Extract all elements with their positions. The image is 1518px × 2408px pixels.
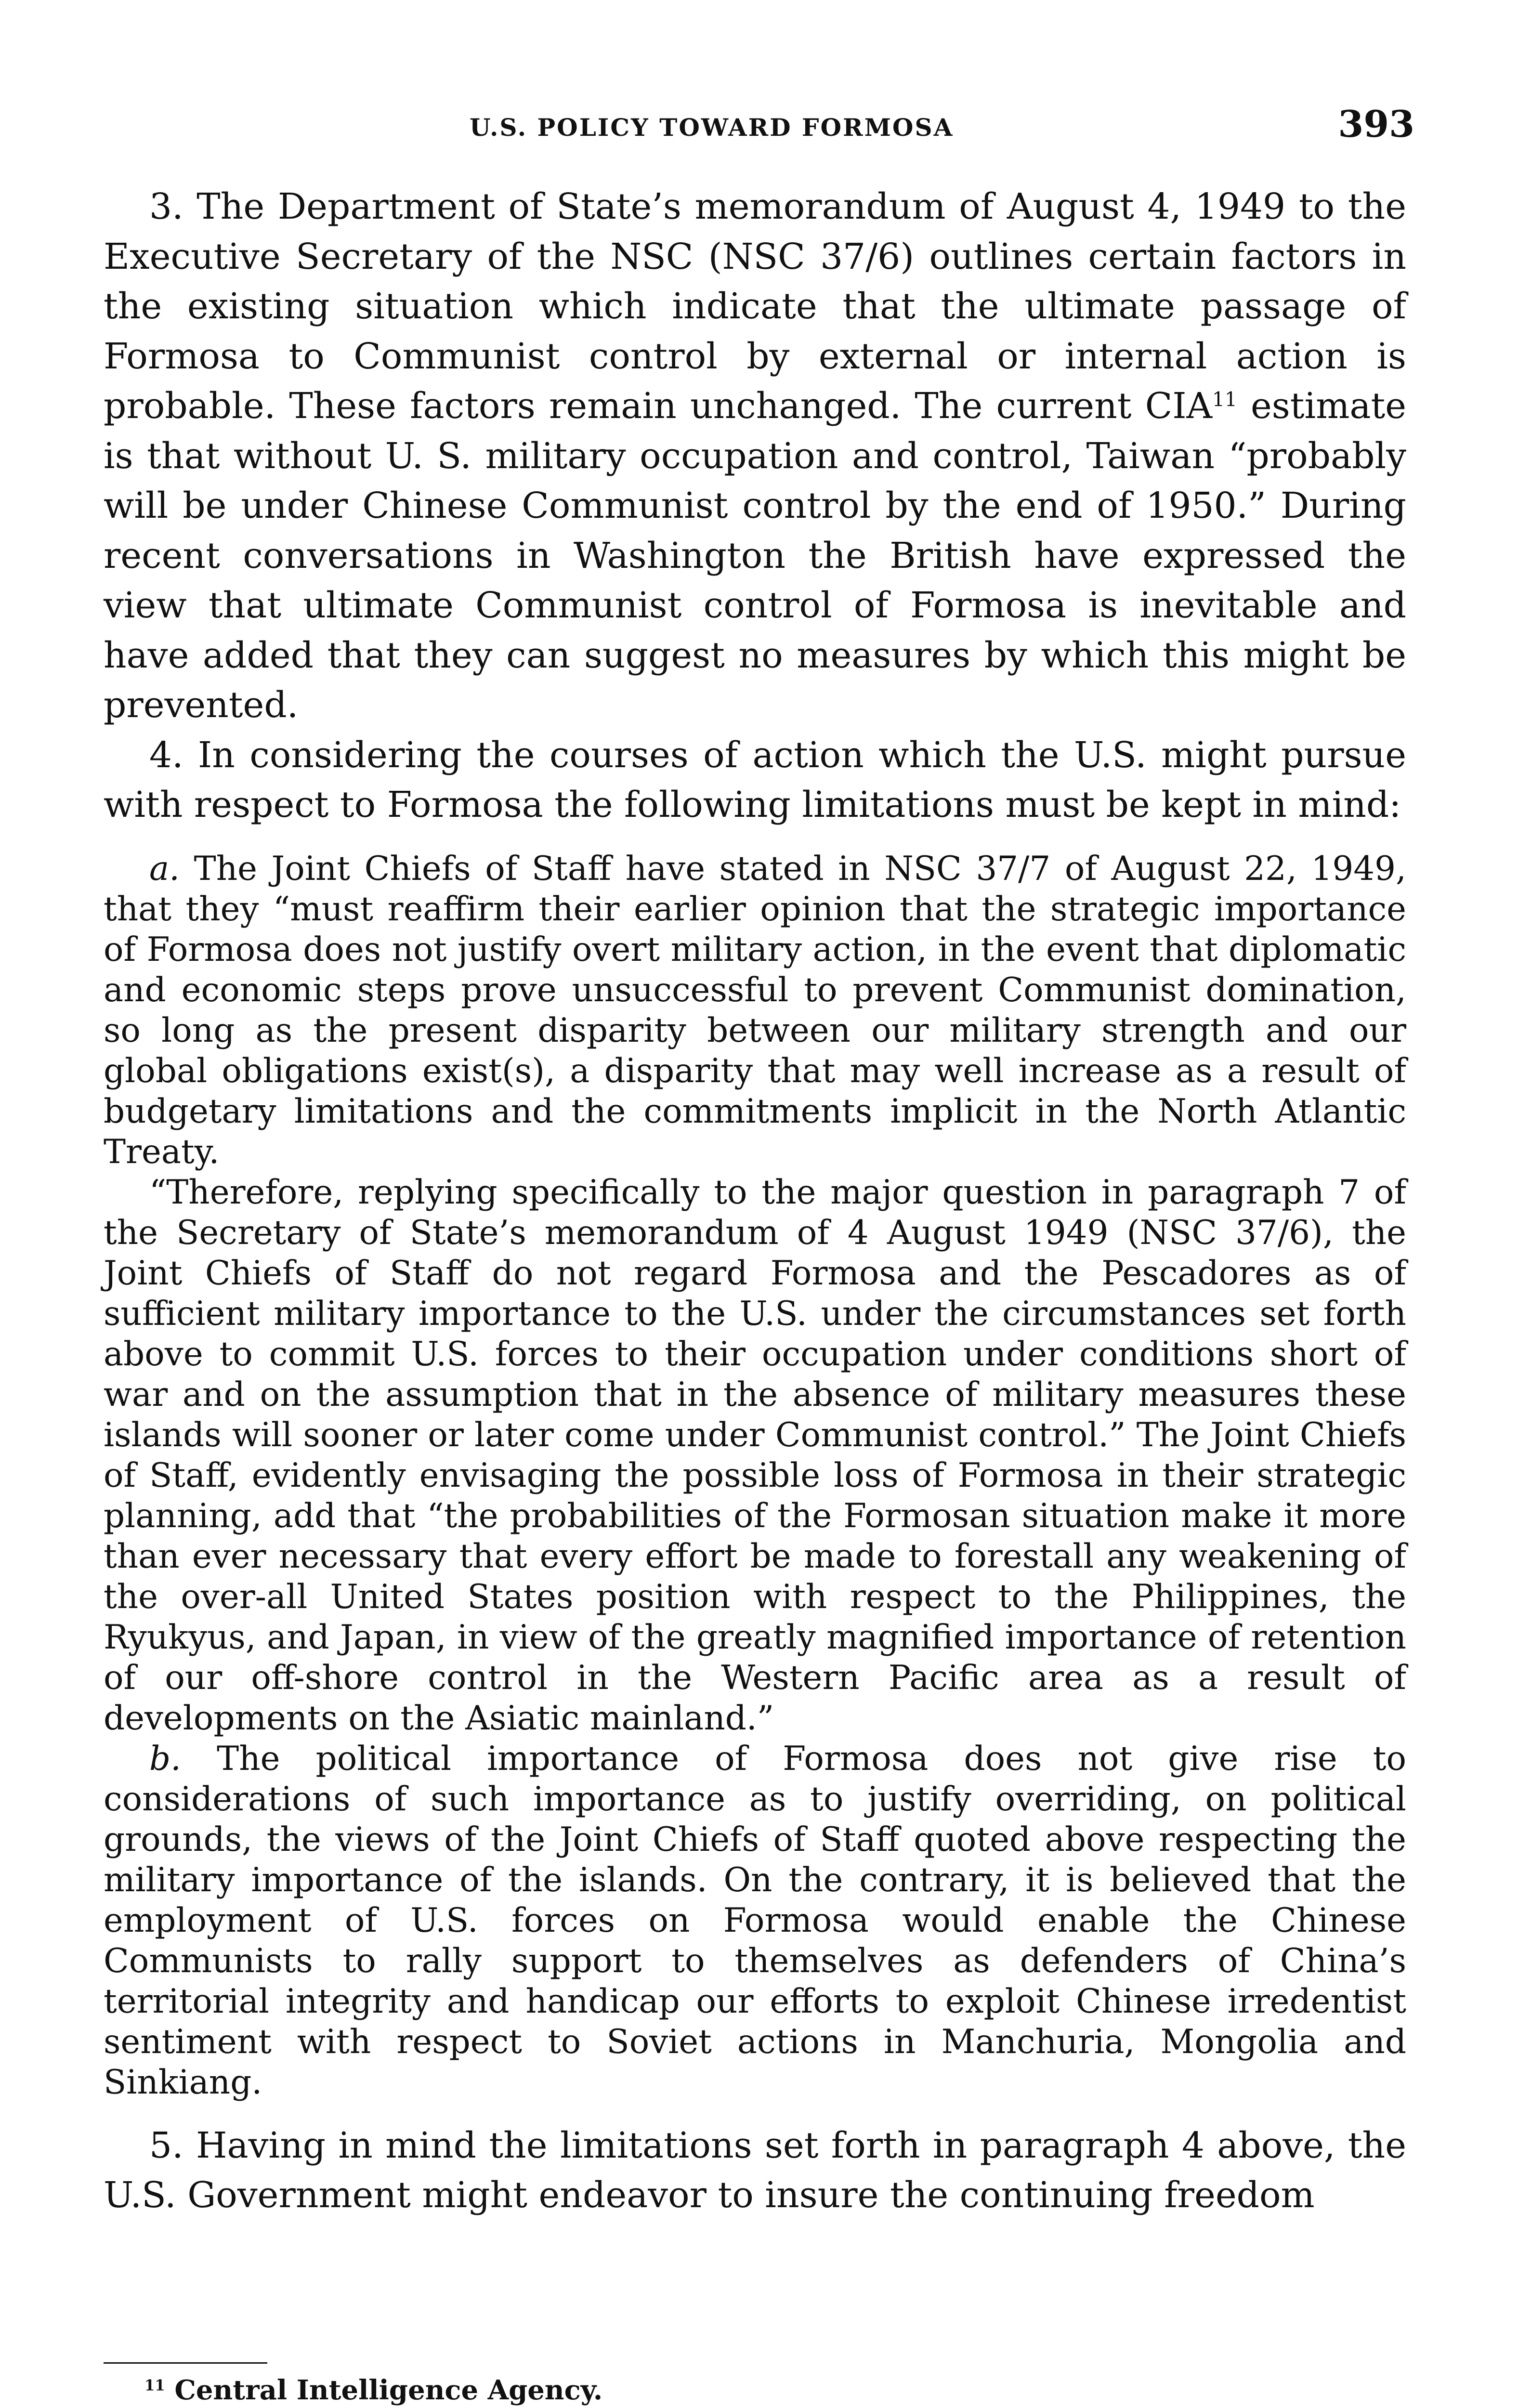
footnote-marker: 11 (144, 2377, 165, 2395)
footnote-reference: 11 (1212, 388, 1237, 411)
footnote-text: Central Intelligence Agency. (165, 2374, 603, 2406)
page-header (104, 99, 1414, 152)
spacer (104, 830, 1406, 849)
page-number: 393 (1338, 103, 1414, 145)
paragraph-4a-label: a. (149, 849, 180, 888)
running-title: U.S. POLICY TOWARD FORMOSA (470, 113, 954, 142)
paragraph-4a-continued: “Therefore, replying specifically to the major question in paragraph 7 of the Secretary of State’s memorandum of 4 August 1949 (NSC 37/6), the Joint Chiefs of Staff do not regard Formosa and the Pescadores as of sufficient military importance to the U.S. under the circumstances set forth above to commit U.S. forces to their occupation under conditions short of war and on the assumption that in the absence of military measures these islands will sooner or later come under Communist control.” The Joint Chiefs of Staff, evidently envisaging the possible loss of Formosa in their strategic planning, add that “the probabilities of the Formosan situation make it more than ever necessary that every effort be made to forestall any weakening of the over-all United States position with respect to the Philippines, the Ryukyus, and Japan, in view of the greatly magnified importance of retention of our off-shore control in the Western Pacific area as a result of developments on the Asiatic mainland.” (104, 1173, 1406, 1738)
paragraph-4a (104, 849, 1406, 1172)
paragraph-4a-text: The Joint Chiefs of Staff have stated in NSC 37/7 of August 22, 1949, that they “must reaffirm their earlier opinion that the strategic importance of Formosa does not justify overt military action, in the event that diplomatic and economic steps prove unsuccessful to prevent Communist domination, so long as the present disparity between our military strength and our global obligations exist(s), a disparity that may well increase as a result of budgetary limitations and the commitments implicit in the North Atlantic Treaty. (104, 849, 1406, 1171)
paragraph-4: 4. In considering the courses of action which the U.S. might pursue with respect to Formosa the following limitations must be kept in mind: (104, 734, 1406, 825)
body-text (104, 182, 1406, 2221)
footnote-divider (104, 2362, 267, 2364)
footnote (144, 2374, 602, 2406)
paragraph-3-text-b: estimate is that without U. S. military occupation and control, Taiwan “probably will be under Chinese Communist control by the end of 1950.” During recent conversations in Washington the British have expressed the view that ultimate Communist control of Formosa is inevitable and have added that they can suggest no measures by which this might be prevented. (104, 385, 1407, 726)
paragraph-4b-label: b. (149, 1739, 182, 1778)
paragraph-3 (104, 182, 1406, 731)
spacer (104, 2103, 1406, 2121)
paragraph-3-text-a: 3. The Department of State’s memorandum of August 4, 1949 to the Executive Secretary of the NSC (NSC 37/6) outlines certain factors in the existing situation which indicate that the ultimate passage of Formosa to Communist control by external or internal action is probable. These factors remain unchanged. The current CIA (104, 186, 1406, 427)
paragraph-5: 5. Having in mind the limitations set forth in paragraph 4 above, the U.S. Government might endeavor to insure the continuing freedom (104, 2124, 1406, 2216)
paragraph-4b (104, 1739, 1406, 2103)
paragraph-4b-text: The political importance of Formosa does not give rise to considerations of such importance as to justify overriding, on political grounds, the views of the Joint Chiefs of Staff quoted above respecting the military importance of the islands. On the contrary, it is believed that the employment of U.S. forces on Formosa would enable the Chinese Communists to rally support to themselves as defenders of China’s territorial integrity and handicap our efforts to exploit Chinese irredentist sentiment with respect to Soviet actions in Manchuria, Mongolia and Sinkiang. (104, 1739, 1406, 2102)
